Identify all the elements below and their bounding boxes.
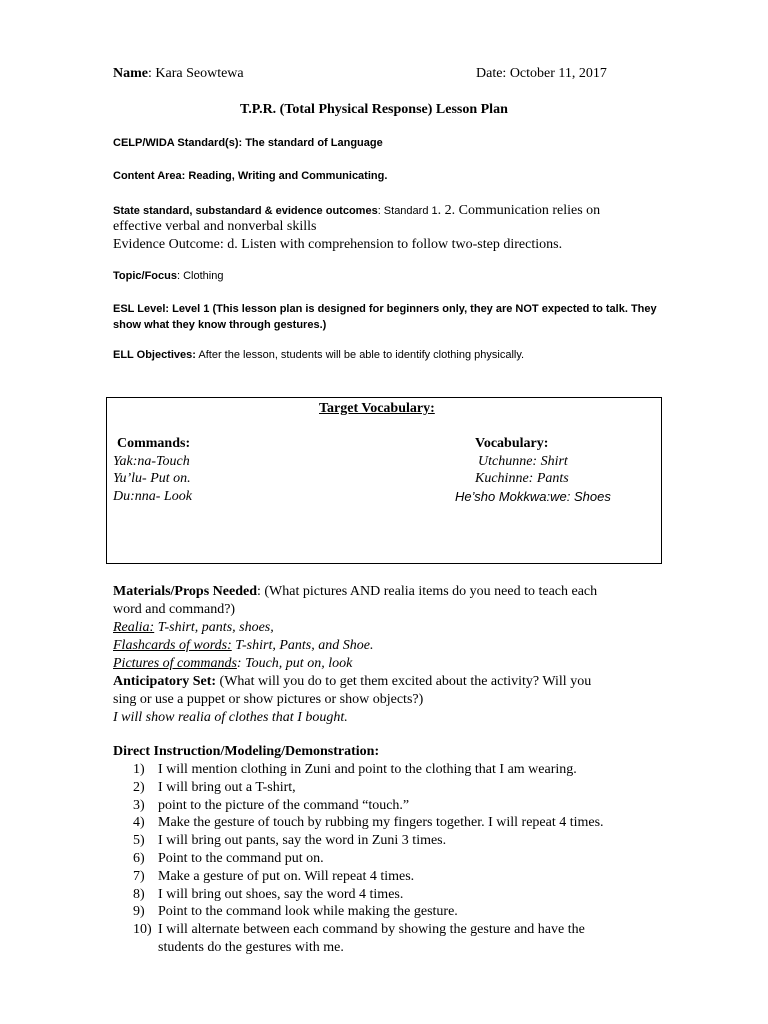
pictures-label: Pictures of commands	[113, 656, 237, 671]
step-text: I will alternate between each command by showing the gesture and have the students do the gestures with me.	[158, 922, 585, 955]
anticipatory-question: (What will you do to get them excited about the activity? Will you	[216, 674, 592, 689]
vocabulary-item: Kuchinne: Pants	[475, 471, 569, 486]
list-item	[113, 779, 633, 797]
command-item: Du:nna- Look	[113, 489, 192, 504]
name-label: Name	[113, 66, 148, 81]
materials-line2: word and command?)	[113, 602, 236, 617]
realia-label: Realia:	[113, 620, 155, 635]
step-text: Make the gesture of touch by rubbing my fingers together. I will repeat 4 times.	[158, 815, 604, 831]
content-area: Content Area: Reading, Writing and Communicating.	[113, 170, 388, 182]
list-item	[113, 886, 633, 904]
materials-line1	[113, 584, 597, 600]
step-number: 5)	[133, 833, 145, 849]
materials-question: : (What pictures AND realia items do you need to teach each	[257, 584, 598, 599]
flashcards-value: T-shirt, Pants, and Shoe.	[231, 638, 374, 653]
esl-level-line1: ESL Level: Level 1 (This lesson plan is designed for beginners only, they are NOT expected to talk. They	[113, 303, 657, 315]
anticipatory-line2: sing or use a puppet or show pictures or show objects?)	[113, 692, 424, 707]
target-vocabulary-heading: Target Vocabulary:	[319, 401, 435, 416]
direct-instruction-steps	[113, 761, 633, 957]
direct-instruction-heading: Direct Instruction/Modeling/Demonstration:	[113, 744, 380, 759]
vocabulary-item: Utchunne: Shirt	[478, 454, 568, 469]
step-number: 9)	[133, 904, 145, 920]
list-item	[113, 832, 633, 850]
command-item: Yak:na-Touch	[113, 454, 190, 469]
list-item	[113, 868, 633, 886]
step-number: 4)	[133, 815, 145, 831]
student-name-line	[113, 66, 244, 82]
ell-objectives	[113, 349, 524, 361]
materials-label: Materials/Props Needed	[113, 584, 257, 599]
list-item	[113, 761, 633, 779]
pictures-line	[113, 656, 352, 672]
step-text: I will bring out pants, say the word in Zuni 3 times.	[158, 833, 447, 849]
vocabulary-heading: Vocabulary:	[475, 436, 549, 451]
step-number: 3)	[133, 797, 145, 813]
topic-value: : Clothing	[176, 270, 224, 282]
command-item: Yu’lu- Put on.	[113, 471, 191, 486]
list-item	[113, 797, 633, 815]
step-text: I will bring out shoes, say the word 4 times.	[158, 886, 404, 902]
anticipatory-label: Anticipatory Set:	[113, 674, 217, 689]
state-standard-label: State standard, substandard & evidence outcomes	[113, 205, 378, 217]
step-text: Make a gesture of put on. Will repeat 4 times.	[158, 868, 415, 884]
anticipatory-line1	[113, 674, 591, 690]
step-number: 6)	[133, 850, 145, 866]
topic-focus	[113, 270, 223, 282]
step-number: 7)	[133, 868, 145, 884]
step-text: Point to the command put on.	[158, 850, 324, 866]
ell-value: After the lesson, students will be able to identify clothing physically.	[195, 349, 525, 361]
list-item	[113, 850, 633, 868]
state-standard-number: : Standard 1	[377, 205, 438, 217]
flashcards-line	[113, 638, 373, 654]
realia-value: T-shirt, pants, shoes,	[154, 620, 274, 635]
pictures-value: : Touch, put on, look	[236, 656, 353, 671]
esl-level-line2: show what they know through gestures.)	[113, 319, 327, 331]
step-number: 2)	[133, 779, 145, 795]
commands-heading: Commands:	[117, 436, 191, 451]
realia-line	[113, 620, 274, 636]
flashcards-label: Flashcards of words:	[113, 638, 232, 653]
state-standard-line1	[113, 201, 600, 219]
date-text: Date: October 11, 2017	[476, 66, 607, 81]
vocabulary-item: He’sho Mokkwa:we: Shoes	[455, 489, 611, 504]
anticipatory-answer: I will show realia of clothes that I bought.	[113, 710, 348, 725]
list-item	[113, 921, 633, 957]
step-number: 8)	[133, 886, 145, 902]
topic-label: Topic/Focus	[113, 270, 177, 282]
step-text: Point to the command look while making the gesture.	[158, 904, 458, 920]
step-number: 1)	[133, 762, 145, 777]
step-text: point to the picture of the command “touch.”	[158, 797, 410, 813]
state-standard-line2: effective verbal and nonverbal skills	[113, 219, 317, 234]
ell-label: ELL Objectives:	[113, 349, 196, 361]
step-text: I will mention clothing in Zuni and point to the clothing that I am wearing.	[158, 762, 577, 777]
step-number: 10)	[133, 922, 152, 938]
celp-standard: CELP/WIDA Standard(s): The standard of Language	[113, 137, 383, 149]
state-standard-text: . 2. Communication relies on	[437, 203, 601, 218]
page-title: T.P.R. (Total Physical Response) Lesson Plan	[240, 102, 508, 117]
evidence-outcome: Evidence Outcome: d. Listen with comprehension to follow two-step directions.	[113, 237, 563, 252]
list-item	[113, 903, 633, 921]
list-item	[113, 814, 633, 832]
step-text: I will bring out a T-shirt,	[158, 779, 296, 795]
name-value: : Kara Seowtewa	[148, 66, 244, 81]
